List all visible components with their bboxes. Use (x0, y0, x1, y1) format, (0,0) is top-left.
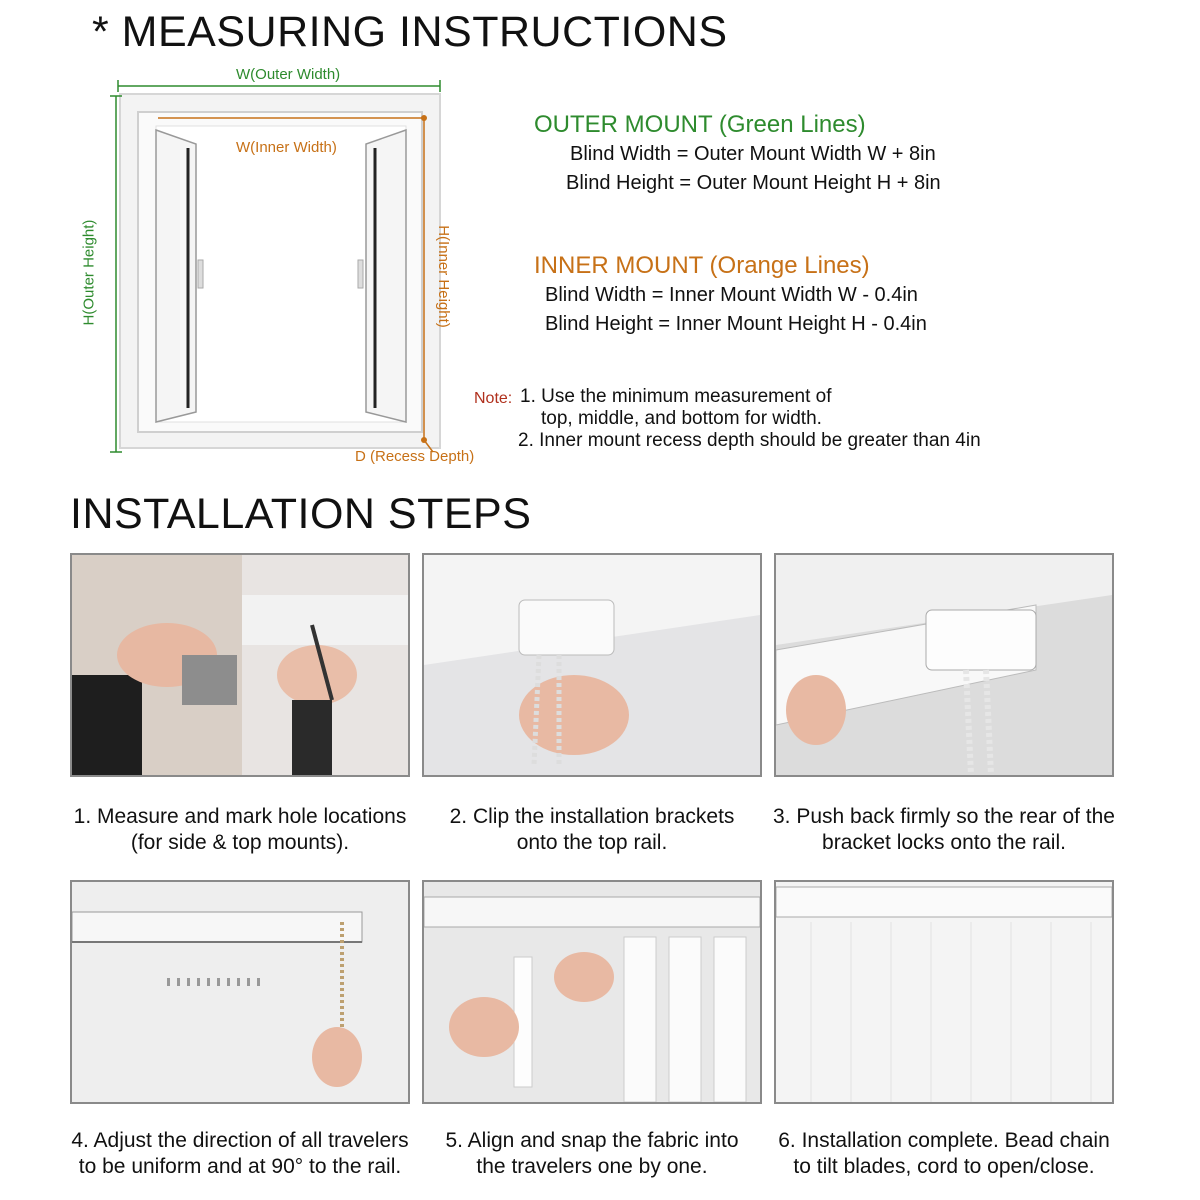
step-5-line2: the travelers one by one. (476, 1155, 708, 1178)
inner-height-formula: Blind Height = Inner Mount Height H - 0.4in (545, 313, 927, 335)
step-1-line2: (for side & top mounts). (130, 831, 350, 854)
step-1-photo (70, 553, 410, 777)
step-3-line1: 3. Push back firmly so the rear of the (773, 805, 1115, 828)
step-2-photo (422, 553, 762, 777)
inner-mount-title: INNER MOUNT (Orange Lines) (534, 252, 870, 279)
step-2-line1: 2. Clip the installation brackets (449, 805, 735, 828)
installation-title: INSTALLATION STEPS (70, 490, 532, 538)
step-6-photo (774, 880, 1114, 1104)
note-line-2: 2. Inner mount recess depth should be greater than 4in (518, 430, 981, 451)
step-3-caption (749, 804, 1139, 856)
step-6-line2: to tilt blades, cord to open/close. (793, 1155, 1095, 1178)
step-4-caption (45, 1128, 435, 1180)
outer-height-label: H(Outer Height) (80, 219, 98, 326)
step-5-photo (422, 880, 762, 1104)
step-4-photo (70, 880, 410, 1104)
step-2-line2: onto the top rail. (516, 831, 668, 854)
outer-mount-title: OUTER MOUNT (Green Lines) (534, 111, 866, 138)
step-3-line2: bracket locks onto the rail. (822, 831, 1066, 854)
note-label: Note: (474, 390, 513, 407)
outer-width-label: W(Outer Width) (236, 66, 341, 83)
step-1-line1: 1. Measure and mark hole locations (73, 805, 407, 828)
step-5-line1: 5. Align and snap the fabric into (445, 1129, 739, 1152)
step-5-caption (397, 1128, 787, 1180)
step-3-photo (774, 553, 1114, 777)
note-line-1: 1. Use the minimum measurement of (520, 386, 832, 407)
step-1-caption (45, 804, 435, 856)
step-6-caption (749, 1128, 1139, 1180)
step-6-line1: 6. Installation complete. Bead chain (778, 1129, 1110, 1152)
inner-width-label: W(Inner Width) (236, 139, 337, 156)
note-line-1b: top, middle, and bottom for width. (541, 408, 822, 429)
inner-width-formula: Blind Width = Inner Mount Width W - 0.4in (545, 284, 918, 306)
outer-width-formula: Blind Width = Outer Mount Width W + 8in (570, 143, 936, 165)
step-4-line2: to be uniform and at 90° to the rail. (78, 1155, 402, 1178)
step-4-line1: 4. Adjust the direction of all travelers (71, 1129, 409, 1152)
step-2-caption (397, 804, 787, 856)
measuring-title: * MEASURING INSTRUCTIONS (92, 8, 728, 56)
depth-label: D (Recess Depth) (355, 448, 475, 465)
inner-height-label: H(Inner Height) (434, 225, 452, 328)
outer-height-formula: Blind Height = Outer Mount Height H + 8in (566, 172, 941, 194)
